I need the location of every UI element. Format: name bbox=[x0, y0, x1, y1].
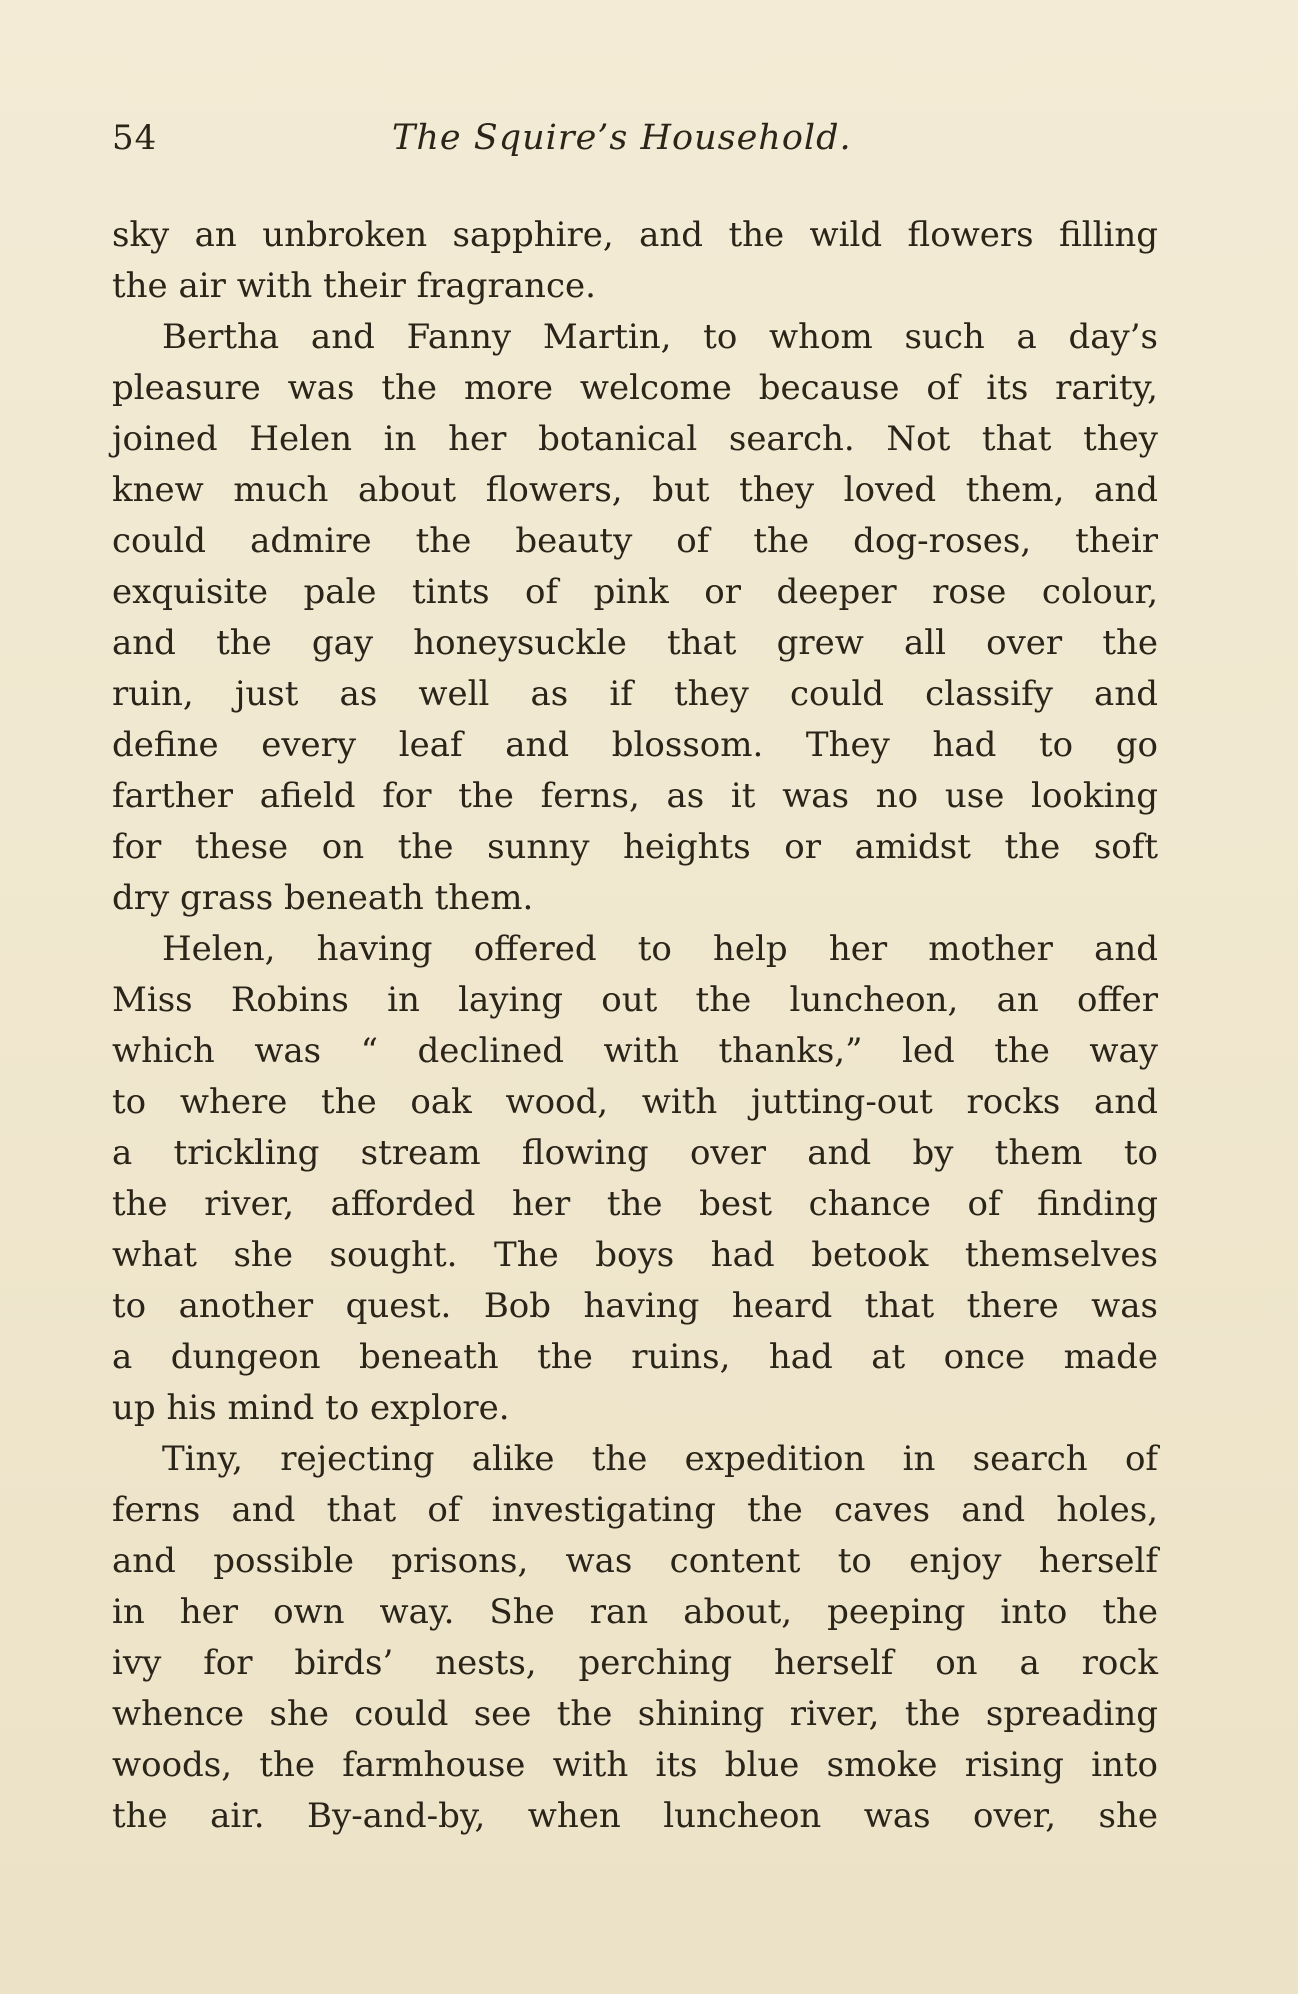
text-line: a trickling stream flowing over and by them to bbox=[112, 1133, 1158, 1173]
text-line: define every leaf and blossom. They had to go bbox=[112, 725, 1158, 765]
text-line: Miss Robins in laying out the luncheon, an offer bbox=[112, 980, 1158, 1020]
running-title: The Squire’s Household. bbox=[392, 118, 852, 158]
text-line: up his mind to explore. bbox=[112, 1388, 510, 1428]
text-line: whence she could see the shining river, the spreading bbox=[112, 1694, 1158, 1734]
text-line: pleasure was the more welcome because of its rarity, bbox=[112, 368, 1158, 408]
text-line: and the gay honeysuckle that grew all over the bbox=[112, 623, 1158, 663]
body-text bbox=[112, 210, 1158, 1842]
text-line: Helen, having offered to help her mother and bbox=[162, 929, 1158, 969]
text-line: woods, the farmhouse with its blue smoke rising into bbox=[112, 1745, 1158, 1785]
text-line: to another quest. Bob having heard that there was bbox=[112, 1286, 1158, 1326]
text-line: farther afield for the ferns, as it was no use looking bbox=[112, 776, 1158, 816]
text-line: the air. By-and-by, when luncheon was over, she bbox=[112, 1796, 1158, 1836]
text-line: ruin, just as well as if they could classify and bbox=[112, 674, 1158, 714]
text-line: for these on the sunny heights or amidst the soft bbox=[112, 827, 1158, 867]
text-line: knew much about flowers, but they loved them, and bbox=[112, 470, 1158, 510]
text-line: and possible prisons, was content to enjoy herself bbox=[112, 1541, 1158, 1581]
text-line: sky an unbroken sapphire, and the wild flowers filling bbox=[112, 215, 1158, 255]
text-line: could admire the beauty of the dog-roses, their bbox=[112, 521, 1158, 561]
text-line: a dungeon beneath the ruins, had at once made bbox=[112, 1337, 1158, 1377]
text-line: what she sought. The boys had betook themselves bbox=[112, 1235, 1158, 1275]
page-number: 54 bbox=[112, 118, 158, 158]
text-line: ivy for birds’ nests, perching herself on a rock bbox=[112, 1643, 1158, 1683]
text-line: in her own way. She ran about, peeping into the bbox=[112, 1592, 1158, 1632]
text-line: exquisite pale tints of pink or deeper rose colour, bbox=[112, 572, 1158, 612]
text-line: Tiny, rejecting alike the expedition in search of bbox=[162, 1439, 1158, 1479]
text-line: Bertha and Fanny Martin, to whom such a day’s bbox=[162, 317, 1158, 357]
text-line: joined Helen in her botanical search. Not that they bbox=[112, 419, 1158, 459]
text-line: ferns and that of investigating the caves and holes, bbox=[112, 1490, 1158, 1530]
text-line: which was “ declined with thanks,” led the way bbox=[112, 1031, 1158, 1071]
text-line: dry grass beneath them. bbox=[112, 878, 534, 918]
text-line: to where the oak wood, with jutting-out rocks and bbox=[112, 1082, 1158, 1122]
page-header bbox=[112, 118, 1158, 168]
text-line: the air with their fragrance. bbox=[112, 266, 596, 306]
text-line: the river, afforded her the best chance of finding bbox=[112, 1184, 1158, 1224]
